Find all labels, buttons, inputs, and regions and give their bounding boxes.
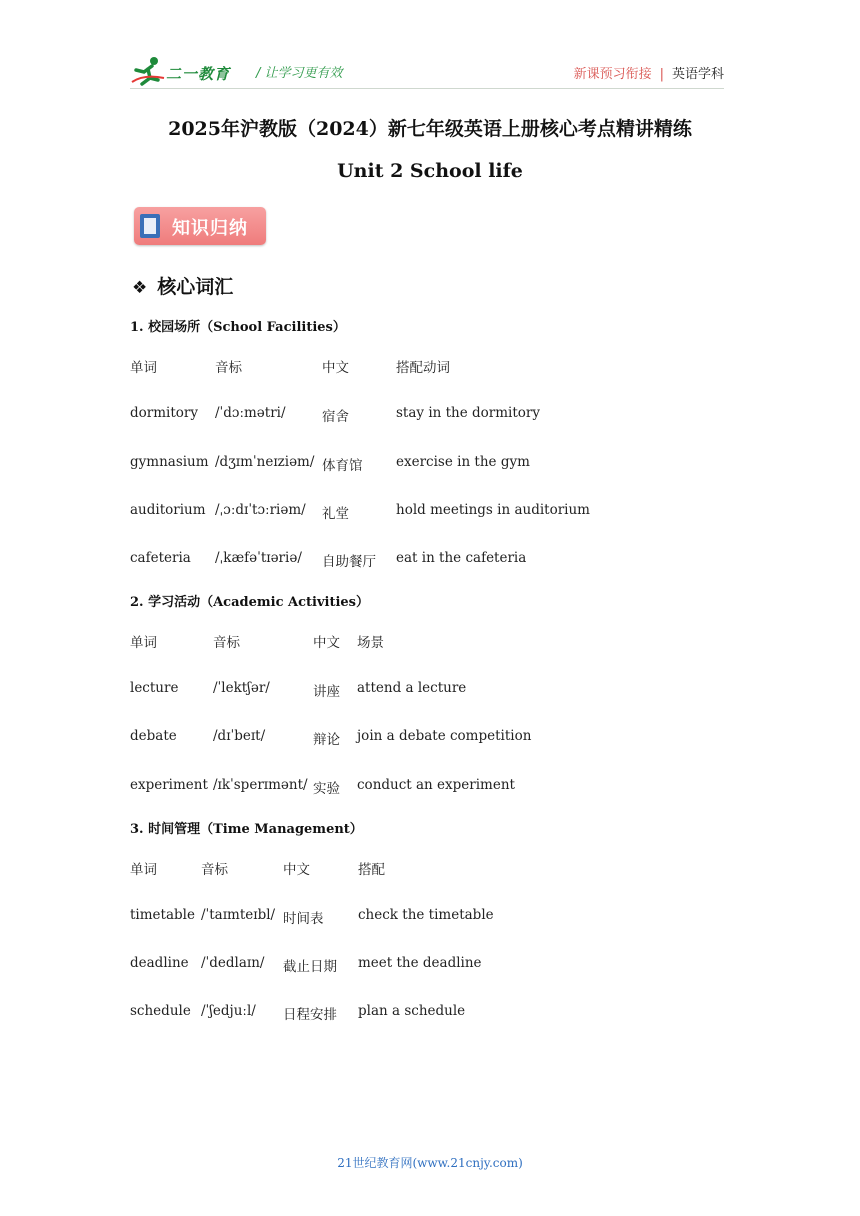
- table-cell-chinese: 讲座: [313, 684, 340, 700]
- diamond-icon: ❖: [132, 278, 148, 298]
- table-cell-word: schedule: [130, 1003, 191, 1019]
- header-right: [574, 63, 724, 82]
- table-cell-phonetic: /ˌkæfəˈtɪəriə/: [215, 550, 302, 566]
- table-cell-chinese: 辩论: [313, 732, 340, 748]
- table-cell-chinese: 礼堂: [322, 506, 349, 522]
- table-cell-phonetic: /ˈdɔːmətri/: [215, 405, 286, 421]
- table-cell-collocation: meet the deadline: [358, 955, 482, 971]
- table-header-cell: 搭配: [358, 862, 385, 878]
- table-cell-word: auditorium: [130, 502, 206, 518]
- table-header-cell: 中文: [283, 862, 310, 878]
- table-header-cell: 音标: [215, 360, 242, 376]
- table-cell-chinese: 体育馆: [322, 458, 363, 474]
- slogan: / 让学习更有效: [256, 66, 343, 81]
- table-cell-phonetic: /dɪˈbeɪt/: [213, 728, 266, 744]
- table-cell-word: debate: [130, 728, 177, 744]
- table-cell-phonetic: /ˈtaɪmteɪbl/: [201, 907, 276, 923]
- table-header-cell: 中文: [322, 360, 349, 376]
- document-title: 2025年沪教版（2024）新七年级英语上册核心考点精讲精练: [168, 118, 692, 140]
- table-cell-chinese: 时间表: [283, 911, 324, 927]
- document-subtitle: Unit 2 School life: [337, 160, 523, 182]
- table-cell-phonetic: /ˈlektʃər/: [213, 680, 270, 696]
- header-label-subject: 英语学科: [671, 67, 724, 82]
- table-cell-collocation: hold meetings in auditorium: [396, 502, 590, 518]
- logo: [130, 56, 242, 88]
- table-cell-word: deadline: [130, 955, 189, 971]
- table-cell-word: timetable: [130, 907, 195, 923]
- table-cell-collocation: exercise in the gym: [396, 454, 530, 470]
- table-cell-chinese: 自助餐厅: [322, 554, 376, 570]
- table-cell-phonetic: /ˈʃedjuːl/: [201, 1003, 256, 1019]
- table-cell-scene: conduct an experiment: [357, 777, 515, 793]
- table-cell-chinese: 截止日期: [283, 959, 337, 975]
- header-separator: |: [659, 67, 664, 82]
- page-header: [130, 54, 724, 90]
- badge-label: 知识归纳: [172, 218, 248, 239]
- table-header-cell: 中文: [313, 635, 340, 651]
- table-cell-word: experiment: [130, 777, 208, 793]
- table-cell-phonetic: /dʒɪmˈneɪziəm/: [215, 454, 315, 470]
- table-header-cell: 音标: [201, 862, 228, 878]
- table-cell-scene: join a debate competition: [357, 728, 532, 744]
- table-header-cell: 单词: [130, 862, 157, 878]
- table-cell-chinese: 实验: [313, 781, 340, 797]
- table-cell-scene: attend a lecture: [357, 680, 467, 696]
- table-cell-collocation: plan a schedule: [358, 1003, 466, 1019]
- table-cell-chinese: 日程安排: [283, 1007, 337, 1023]
- table-cell-word: cafeteria: [130, 550, 191, 566]
- table-header-cell: 场景: [357, 635, 384, 651]
- page-footer: 21世纪教育网(www.21cnjy.com): [337, 1156, 523, 1170]
- table-header-cell: 音标: [213, 635, 240, 651]
- category-title: 3. 时间管理（Time Management）: [130, 822, 363, 837]
- section-heading: [132, 272, 233, 299]
- knowledge-summary-badge: [134, 207, 266, 245]
- table-cell-word: gymnasium: [130, 454, 209, 470]
- category-title: 1. 校园场所（School Facilities）: [130, 320, 346, 335]
- category-title: 2. 学习活动（Academic Activities）: [130, 595, 369, 610]
- table-cell-collocation: eat in the cafeteria: [396, 550, 527, 566]
- table-cell-phonetic: /ɪkˈsperɪmənt/: [213, 777, 308, 793]
- table-header-cell: 单词: [130, 360, 157, 376]
- table-cell-word: dormitory: [130, 405, 198, 421]
- section-heading-text: 核心词汇: [157, 276, 234, 298]
- runner-logo-icon: [130, 56, 166, 86]
- book-icon: [140, 214, 160, 238]
- logo-text: 二一教育: [166, 65, 231, 83]
- header-divider: [130, 88, 724, 89]
- table-cell-collocation: stay in the dormitory: [396, 405, 540, 421]
- table-cell-word: lecture: [130, 680, 179, 696]
- table-header-cell: 搭配动词: [396, 360, 450, 376]
- header-label-preview: 新课预习衔接: [573, 67, 652, 82]
- table-cell-phonetic: /ˈdedlaɪn/: [201, 955, 265, 971]
- table-header-cell: 单词: [130, 635, 157, 651]
- table-cell-phonetic: /ˌɔːdɪˈtɔːriəm/: [215, 502, 306, 518]
- table-cell-collocation: check the timetable: [358, 907, 494, 923]
- table-cell-chinese: 宿舍: [322, 409, 349, 425]
